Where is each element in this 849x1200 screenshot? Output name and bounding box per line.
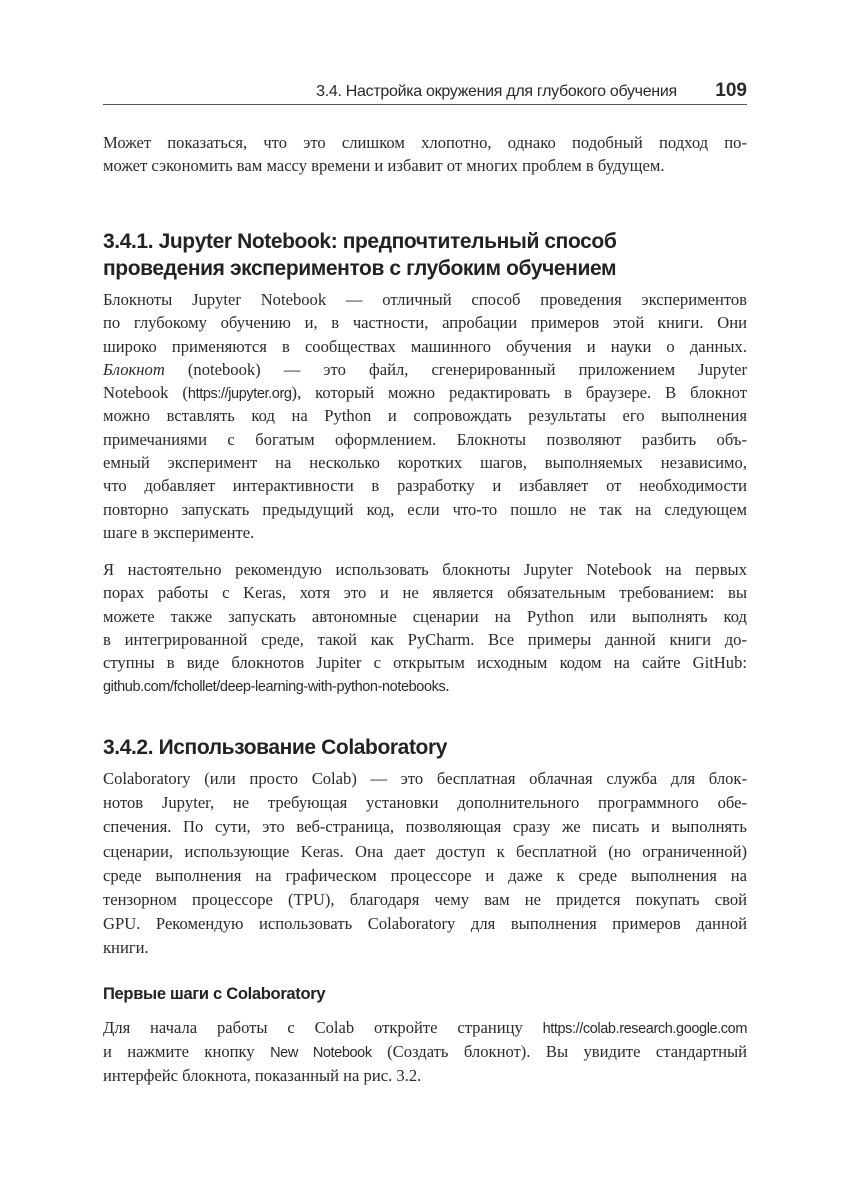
text-line <box>103 1064 747 1088</box>
text-line <box>103 288 747 311</box>
heading-3-4-2: 3.4.2. Использование Colaboratory <box>103 736 448 759</box>
paragraph-intro <box>103 131 747 178</box>
text-segment: (Создать блокнот). Вы увидите стандартный <box>371 1042 748 1062</box>
text-segment: тензорном процессоре (TPU), благодаря чему вам не придется покупать свой <box>103 889 747 909</box>
running-header <box>103 78 747 105</box>
text-line <box>103 791 747 815</box>
text-segment: спечения. По сути, это веб-страница, позволяющая сразу же писать и выполнять <box>103 817 747 837</box>
text-segment: примечаниями с богатым оформлением. Блокноты позволяют разбить объ- <box>103 429 747 449</box>
text-segment: шаге в эксперименте. <box>103 522 255 542</box>
text-line <box>103 936 747 960</box>
text-segment: может сэкономить вам массу времени и избавит от многих проблем в будущем. <box>103 156 665 176</box>
text-segment: и нажмите кнопку <box>103 1042 271 1062</box>
running-title: 3.4. Настройка окружения для глубокого обучения <box>316 83 677 100</box>
text-segment: Блокноты Jupyter Notebook — отличный способ проведения экспериментов <box>103 290 747 309</box>
text-line <box>103 1016 747 1040</box>
text-line <box>103 474 747 497</box>
text-line <box>103 154 747 177</box>
text-segment: сценарии, использующие Keras. Она дает доступ к бесплатной (но ограниченной) <box>103 841 747 861</box>
text-segment: порах работы с Keras, хотя это и не является обязательным требованием: вы <box>103 583 747 603</box>
paragraph-jupyter <box>103 288 747 544</box>
heading-first-steps: Первые шаги с Colaboratory <box>103 985 326 1003</box>
text-segment: емный эксперимент на несколько коротких шагов, выполняемых независимо, <box>103 453 747 473</box>
text-line <box>103 864 747 888</box>
text-segment: GPU. Рекомендую использовать Colaboratory для выполнения примеров данной <box>103 914 747 934</box>
text-line <box>103 674 747 697</box>
text-line <box>103 558 747 581</box>
url-text: New Notebook <box>270 1045 372 1062</box>
text-line <box>103 451 747 474</box>
text-line <box>103 651 747 674</box>
heading-line: 3.4.1. Jupyter Notebook: предпочтительный способ <box>103 230 617 253</box>
text-segment: ), который можно редактировать в браузере. В блокнот <box>291 383 747 403</box>
text-segment: интерфейс блокнота, показанный на рис. 3.2. <box>103 1066 422 1086</box>
paragraph-first-steps <box>103 1016 747 1089</box>
text-line <box>103 1040 747 1064</box>
text-line <box>103 131 747 154</box>
text-segment: повторно запускать предыдущий код, если что-то пошло не так на следующем <box>103 499 747 519</box>
text-segment: (notebook) — это файл, сгенерированный приложением Jupyter <box>164 359 747 379</box>
text-line <box>103 335 747 358</box>
text-line <box>103 767 747 791</box>
text-line <box>103 840 747 864</box>
page-number: 109 <box>715 80 747 101</box>
text-line <box>103 311 747 334</box>
text-line <box>103 381 747 404</box>
text-segment: среде выполнения на графическом процессоре и даже к среде выполнения на <box>103 865 747 885</box>
heading-3-4-1 <box>103 228 616 282</box>
text-segment: можно вставлять код на Python и сопровождать результаты его выполнения <box>103 406 747 426</box>
text-line <box>103 404 747 427</box>
paragraph-recommendation <box>103 558 747 698</box>
text-line <box>103 605 747 628</box>
url-text: github.com/fchollet/deep-learning-with-python-notebooks <box>103 679 446 696</box>
text-segment: широко применяются в сообществах машинного обучения и науки о данных. <box>103 336 747 356</box>
text-segment: книги. <box>103 938 149 958</box>
text-line <box>103 581 747 604</box>
text-line <box>103 521 747 544</box>
text-segment: Может показаться, что это слишком хлопотно, однако подобный подход по- <box>103 133 747 152</box>
text-segment: в интегрированной среде, такой как PyCharm. Все примеры данной книги до- <box>103 629 747 649</box>
text-segment: можете также запускать автономные сценарии на Python или выполнять код <box>103 606 747 626</box>
text-segment: Для начала работы с Colab откройте страницу <box>103 1018 543 1037</box>
url-text: https://colab.research.google.com <box>542 1021 747 1037</box>
text-segment: что добавляет интерактивности в разработку и избавляет от необходимости <box>103 476 747 496</box>
url-text: https://jupyter.org <box>187 386 292 403</box>
text-segment: Я настоятельно рекомендую использовать блокноты Jupyter Notebook на первых <box>103 560 747 579</box>
text-segment: ступны в виде блокнотов Jupiter с открытым исходным кодом на сайте GitHub: <box>103 653 747 673</box>
text-line <box>103 498 747 521</box>
text-line <box>103 628 747 651</box>
text-segment: . <box>445 676 450 696</box>
text-segment: Colaboratory (или просто Colab) — это бесплатная облачная служба для блок- <box>103 769 747 788</box>
emphasis-text: Блокнот <box>103 359 165 379</box>
text-line <box>103 428 747 451</box>
text-line <box>103 358 747 381</box>
paragraph-colab <box>103 767 747 961</box>
text-line <box>103 888 747 912</box>
text-segment: нотов Jupyter, не требующая установки дополнительного программного обе- <box>103 793 747 813</box>
text-line <box>103 815 747 839</box>
text-segment: по глубокому обучению и, в частности, апробации примеров этой книги. Они <box>103 313 747 333</box>
text-segment: Notebook ( <box>103 383 188 403</box>
heading-line: проведения экспериментов с глубоким обучением <box>103 257 617 280</box>
text-line <box>103 912 747 936</box>
